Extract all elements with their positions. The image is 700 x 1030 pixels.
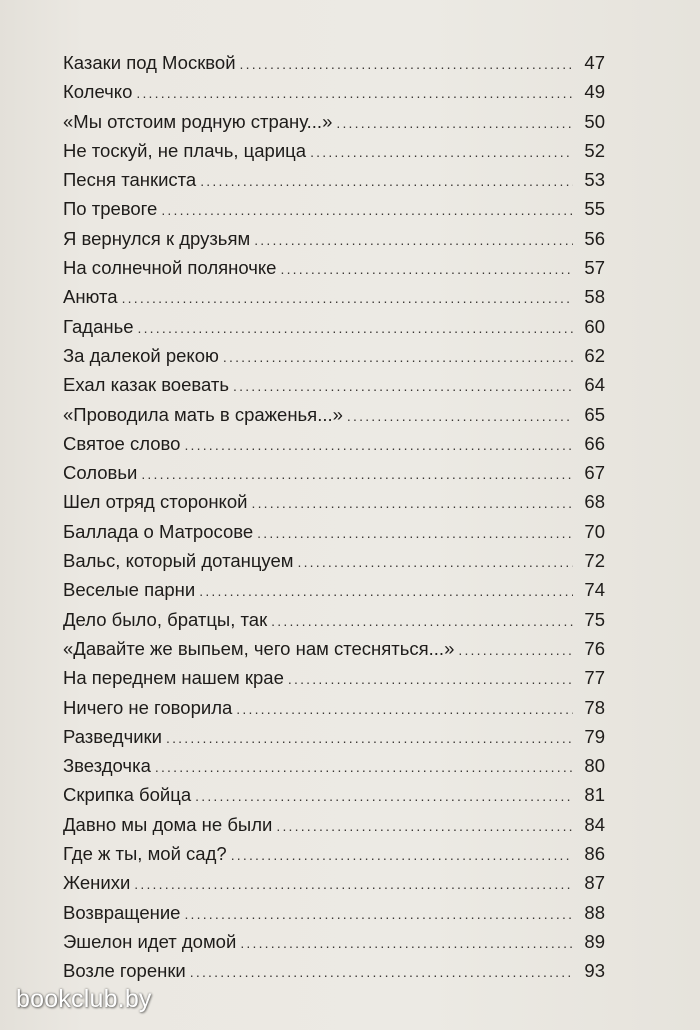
toc-entry-page-number: 78 [584, 696, 605, 718]
toc-entry-title: Звездочка [63, 755, 151, 777]
toc-entry-title: «Давайте же выпьем, чего нам стесняться...» [63, 637, 455, 659]
toc-entry-page-number: 50 [584, 110, 605, 132]
toc-entry-title: Святое слово [63, 432, 181, 454]
toc-entry [63, 341, 605, 370]
toc-entry-page-number: 52 [584, 139, 605, 161]
toc-entry-page-number: 60 [584, 315, 605, 337]
table-of-contents [63, 48, 605, 986]
toc-dot-leader [190, 958, 573, 987]
toc-entry [63, 898, 605, 927]
toc-entry-page-number: 70 [584, 520, 605, 542]
toc-dot-leader [136, 79, 573, 108]
toc-dot-leader [184, 431, 573, 460]
toc-dot-leader [240, 929, 573, 958]
toc-dot-leader [297, 548, 573, 577]
toc-entry-title: Соловьи [63, 462, 138, 484]
toc-dot-leader [223, 343, 573, 372]
toc-entry [63, 77, 605, 106]
toc-entry [63, 722, 605, 751]
toc-entry [63, 605, 605, 634]
toc-entry-page-number: 49 [584, 81, 605, 103]
toc-entry-title: Дело было, братцы, так [63, 608, 268, 630]
toc-entry-page-number: 75 [584, 608, 605, 630]
toc-entry [63, 253, 605, 282]
toc-entry-page-number: 88 [584, 901, 605, 923]
toc-dot-leader [161, 196, 573, 225]
toc-dot-leader [184, 900, 573, 929]
toc-dot-leader [122, 284, 573, 313]
toc-entry [63, 312, 605, 341]
toc-entry-page-number: 72 [584, 550, 605, 572]
toc-dot-leader [254, 226, 573, 255]
toc-dot-leader [271, 607, 573, 636]
toc-entry-title: Вальс, который дотанцуем [63, 550, 294, 572]
toc-entry [63, 663, 605, 692]
toc-entry-page-number: 66 [584, 432, 605, 454]
toc-entry-page-number: 55 [584, 198, 605, 220]
toc-dot-leader [141, 460, 573, 489]
toc-entry-title: Песня танкиста [63, 169, 197, 191]
toc-dot-leader [336, 109, 573, 138]
toc-entry-page-number: 84 [584, 813, 605, 835]
toc-dot-leader [276, 812, 573, 841]
toc-entry-title: За далекой рекою [63, 344, 219, 366]
toc-entry [63, 780, 605, 809]
toc-entry-page-number: 86 [584, 843, 605, 865]
toc-entry [63, 927, 605, 956]
toc-entry-page-number: 93 [584, 960, 605, 982]
toc-entry-title: Эшелон идет домой [63, 930, 237, 952]
toc-entry-page-number: 89 [584, 930, 605, 952]
toc-entry-title: По тревоге [63, 198, 158, 220]
toc-entry [63, 48, 605, 77]
toc-dot-leader [195, 782, 573, 811]
toc-entry [63, 956, 605, 985]
toc-entry [63, 165, 605, 194]
toc-entry-title: Гаданье [63, 315, 134, 337]
toc-entry-title: Возвращение [63, 901, 181, 923]
toc-dot-leader [458, 636, 573, 665]
toc-entry-page-number: 57 [584, 257, 605, 279]
toc-entry-page-number: 80 [584, 755, 605, 777]
toc-entry-page-number: 76 [584, 637, 605, 659]
toc-dot-leader [280, 255, 573, 284]
toc-entry-page-number: 68 [584, 491, 605, 513]
toc-entry-title: Казаки под Москвой [63, 52, 236, 73]
toc-entry-title: Анюта [63, 286, 118, 308]
toc-entry [63, 634, 605, 663]
toc-entry-title: Я вернулся к друзьям [63, 227, 251, 249]
toc-entry-title: Колечко [63, 81, 133, 103]
toc-entry [63, 487, 605, 516]
toc-entry-page-number: 87 [584, 872, 605, 894]
toc-entry [63, 194, 605, 223]
toc-dot-leader [251, 489, 573, 518]
toc-entry [63, 868, 605, 897]
toc-entry-title: Давно мы дома не были [63, 813, 273, 835]
toc-entry-title: Не тоскуй, не плачь, царица [63, 139, 307, 161]
toc-dot-leader [155, 753, 573, 782]
toc-entry-page-number: 67 [584, 462, 605, 484]
toc-entry-title: Возле горенки [63, 960, 186, 982]
toc-dot-leader [134, 870, 573, 899]
toc-entry-title: «Проводила мать в сраженья...» [63, 403, 343, 425]
toc-entry-title: «Мы отстоим родную страну...» [63, 110, 333, 132]
toc-entry-page-number: 77 [584, 667, 605, 689]
toc-entry [63, 693, 605, 722]
toc-entry-title: Шел отряд сторонкой [63, 491, 248, 513]
toc-dot-leader [347, 402, 573, 431]
toc-dot-leader [231, 841, 573, 870]
toc-entry-page-number: 47 [584, 52, 605, 73]
toc-entry-title: Ничего не говорила [63, 696, 233, 718]
toc-entry-title: На солнечной поляночке [63, 257, 277, 279]
toc-dot-leader [310, 138, 573, 167]
toc-entry-page-number: 81 [584, 784, 605, 806]
toc-dot-leader [240, 50, 573, 79]
toc-entry [63, 136, 605, 165]
toc-entry [63, 400, 605, 429]
toc-entry-page-number: 79 [584, 725, 605, 747]
toc-dot-leader [236, 695, 573, 724]
toc-entry-page-number: 62 [584, 344, 605, 366]
toc-dot-leader [257, 519, 573, 548]
toc-entry-title: Ехал казак воевать [63, 374, 230, 396]
toc-entry [63, 282, 605, 311]
toc-entry [63, 429, 605, 458]
toc-entry-title: Где ж ты, мой сад? [63, 843, 227, 865]
toc-entry [63, 107, 605, 136]
toc-entry-page-number: 65 [584, 403, 605, 425]
toc-entry [63, 517, 605, 546]
toc-entry-page-number: 58 [584, 286, 605, 308]
toc-entry-title: Веселые парни [63, 579, 196, 601]
toc-entry [63, 458, 605, 487]
toc-entry-title: Разведчики [63, 725, 162, 747]
toc-entry-title: Женихи [63, 872, 131, 894]
watermark: bookclub.by [16, 985, 152, 1013]
toc-dot-leader [199, 577, 573, 606]
toc-entry-title: Скрипка бойца [63, 784, 192, 806]
toc-dot-leader [200, 167, 573, 196]
toc-entry-title: Баллада о Матросове [63, 520, 254, 542]
toc-entry [63, 839, 605, 868]
toc-entry-page-number: 64 [584, 374, 605, 396]
toc-dot-leader [288, 665, 573, 694]
toc-entry [63, 810, 605, 839]
toc-dot-leader [233, 372, 573, 401]
toc-entry-title: На переднем нашем крае [63, 667, 284, 689]
toc-dot-leader [166, 724, 573, 753]
toc-entry [63, 370, 605, 399]
toc-entry [63, 224, 605, 253]
toc-entry [63, 575, 605, 604]
toc-dot-leader [138, 314, 574, 343]
toc-entry-page-number: 74 [584, 579, 605, 601]
toc-entry [63, 546, 605, 575]
toc-entry-page-number: 56 [584, 227, 605, 249]
toc-entry-page-number: 53 [584, 169, 605, 191]
toc-entry [63, 751, 605, 780]
